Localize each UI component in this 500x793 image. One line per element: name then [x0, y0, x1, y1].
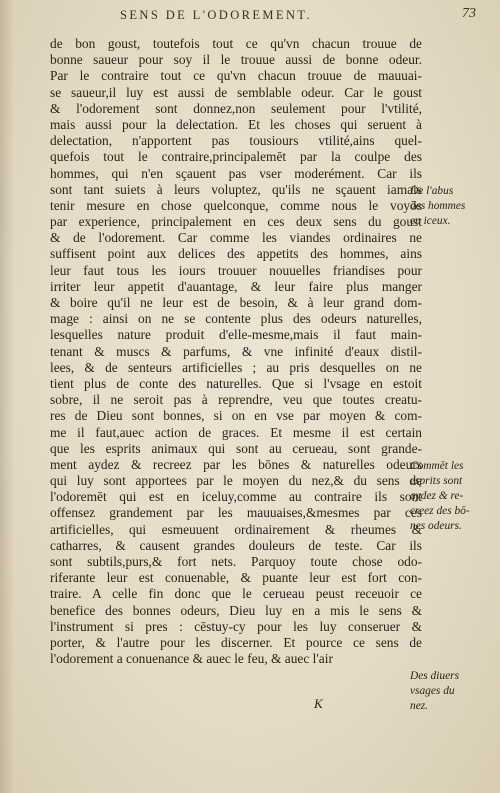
body-text [50, 36, 422, 667]
text-line: sobre, il ne seroit pas à reprendre, veu que toutes creatu- [50, 392, 422, 408]
text-line: leur faut tous les iours trouuer nouuelles friandises pour [50, 262, 422, 278]
text-line: & l'odorement sont donnez,non seulement pour l'vtilité, [50, 100, 422, 116]
text-line: hommes, qui n'en sçauent pas vser moderément. Car ils [50, 165, 422, 181]
side-note-line: vsages du [410, 685, 455, 697]
text-line: par experience, principalement en ces deux sens du goust [50, 214, 422, 230]
page-number: 73 [462, 6, 476, 21]
side-note-line: creez des bō- [410, 505, 470, 517]
side-note-line: nes odeurs. [410, 520, 462, 532]
side-note-line: De l'abus [410, 185, 454, 197]
text-line: delectation, n'apportent pas tousiours vtilité,ains quel- [50, 133, 422, 149]
text-line: l'odorement a conuenance & auec le feu, & auec l'air [50, 651, 333, 667]
side-note-line: nez. [410, 700, 429, 712]
text-line: irriter leur appetit d'auantage, & leur faire plus manger [50, 278, 422, 294]
side-note-line: Commēt les [410, 460, 464, 472]
side-note-line: esprits sont [410, 475, 463, 487]
side-note-spirits [410, 459, 496, 534]
text-line: quefois tout le contraire,principalemēt par la coulpe des [50, 149, 422, 165]
text-line: se saueur,il luy est aussi de semblable odeur. Car le goust [50, 84, 422, 100]
side-note-line: des hommes [410, 200, 466, 212]
text-line: tient plus de conte des naturelles. Que si l'vsage en estoit [50, 375, 422, 391]
text-line: mais aussi pour la delectation. Et les choses qui seruent à [50, 116, 422, 132]
binding-shadow [0, 0, 14, 793]
text-line: res de Dieu sont bonnes, si on en vse par moyen & com- [50, 408, 422, 424]
text-line: & boire qu'il ne leur est de besoin, & à leur grand dom- [50, 295, 422, 310]
text-line: lesquelles nature produit d'elle-mesme,mais il faut main- [50, 327, 422, 343]
text-line: traire. A celle fin donc que le cerueau peust receuoir ce [50, 586, 422, 602]
text-line: mage : ainsi on ne se contente plus des odeurs naturelles, [50, 311, 422, 327]
side-note-nose-uses [410, 669, 496, 714]
side-note-line: Des diuers [410, 670, 460, 682]
text-line: suffisent point aux delices des appetits des hommes, ains [50, 246, 422, 262]
text-line: porter, & l'autre pour les discerner. Et pource ce sens de [50, 634, 422, 650]
text-line: qui luy sont apportees par le moyen du nez,& du sens de [50, 473, 422, 489]
text-line: que les esprits animaux qui sont au cerueau, sont grande- [50, 440, 422, 456]
text-line: sont tant suiets à leurs voluptez, qu'ils ne sçauent iamais [50, 181, 422, 197]
text-line: riferante leur est conuenable, & puante leur est fort con- [50, 570, 422, 586]
text-line: artificielles, qui esmeuuent ordinairement & rheumes & [50, 521, 422, 537]
text-line: offensez grandement par les mauuaises,&mesmes par ces [50, 505, 422, 521]
side-note-line: aydez & re- [410, 490, 464, 502]
text-line: bonne saueur pour soy il le trouue aussi de bonne odeur. [50, 52, 422, 68]
text-line: de bon goust, toutefois tout ce qu'vn chacun trouue de [50, 36, 422, 51]
text-line: tenir mesure en chose quelconque, comme nous le voyōs [50, 197, 422, 213]
text-line: benefice des bonnes odeurs, Dieu luy en a mis le sens & [50, 602, 422, 618]
running-title: SENS DE L'ODOREMENT. [120, 8, 313, 22]
text-line: tenant & muscs & parfums, & vne infinité d'eaux distil- [50, 343, 422, 359]
text-line: catharres, & causent grandes douleurs de teste. Car ils [50, 537, 422, 553]
text-line: lees, & de senteurs artificielles ; au pris desquelles on ne [50, 359, 422, 375]
text-line: l'instrument si pres : cēstuy-cy pour les luy conseruer & [50, 618, 422, 634]
side-note-line: en iceux. [410, 215, 451, 227]
side-note-abuse [410, 184, 496, 229]
text-line: me il faut,auec action de graces. Et mesme il est certain [50, 424, 422, 440]
text-line: ment aydez & recreez par les bōnes & naturelles odeurs [50, 456, 422, 472]
text-line: l'odoremēt qui est en iceluy,comme au contraire ils sont [50, 489, 422, 505]
signature-mark: K [314, 696, 323, 711]
text-line: sont subtils,purs,& fort nets. Parquoy toute chose odo- [50, 554, 422, 569]
text-line: Par le contraire tout ce qu'vn chacun trouue de mauuai- [50, 68, 422, 84]
text-line: & de l'odorement. Car comme les viandes ordinaires ne [50, 230, 422, 246]
page-header [60, 6, 480, 26]
